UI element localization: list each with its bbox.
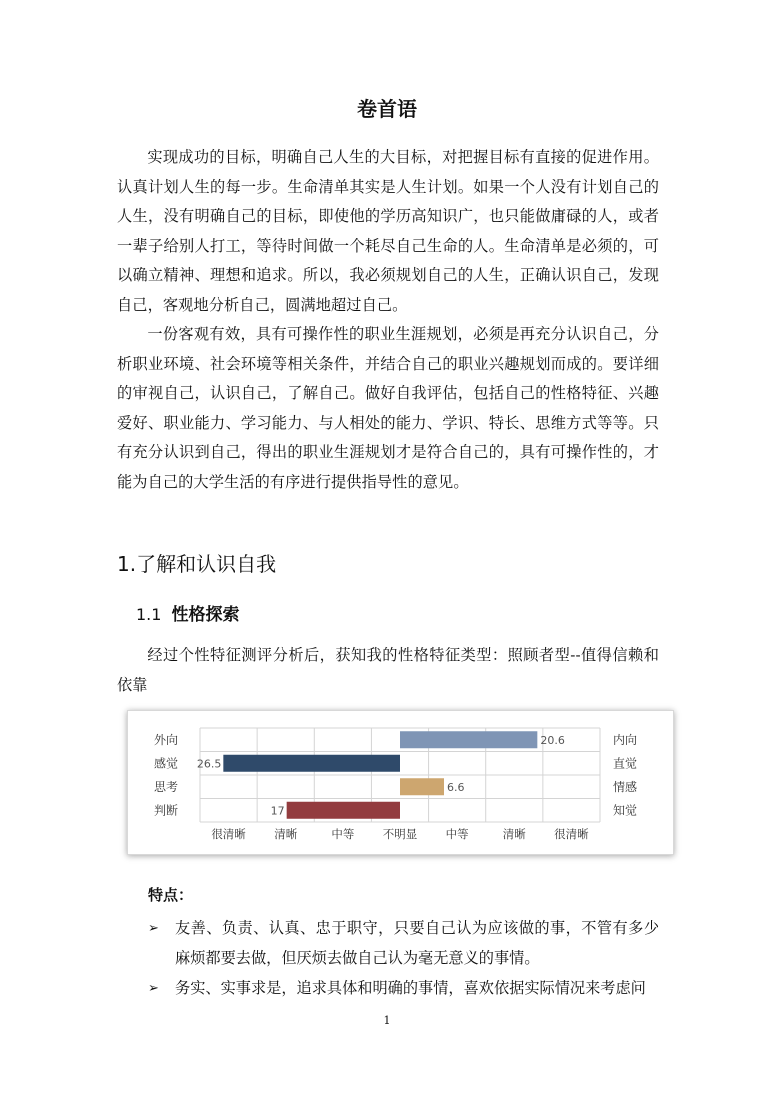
bar-value-label: 26.5 [196,757,222,771]
page-title: 卷首语 [357,97,417,121]
row-label-right: 知觉 [613,803,638,818]
bar-value-label: 17 [270,804,285,818]
intro-paragraph-1: 实现成功的目标，明确自己人生的大目标，对把握目标有直接的促进作用。认真计划人生的每一步。生命清单其实是人生计划。如果一个人没有计划自己的人生，没有明确自己的目标，即使他的学历高知识广，也只能做庸碌的人，或者一辈子给别人打工，等待时间做一个耗尽自己生命的人。生命清单是必须的，可以确立精神、理想和追求。所以，我必须规划自己的人生，正确认识自己，发现自己，客观地分析自己，圆满地超过自己。 [117,148,659,314]
bullet-arrow-icon: ➢ [148,981,159,996]
feature-item [148,914,659,973]
x-tick-label: 中等 [445,827,469,841]
x-tick-label: 不明显 [382,827,418,841]
feature-item-text: 友善、负责、认真、忠于职守，只要自己认为应该做的事，不管有多少麻烦都要去做，但厌烦去做自己认为毫无意义的事情。 [175,919,659,967]
chart-bar [400,778,444,795]
section-title: 了解和认识自我 [136,552,277,576]
x-tick-label: 清晰 [502,827,526,841]
row-label-right: 内向 [613,732,638,747]
section-number: 1. [117,552,137,576]
section-heading [117,548,276,577]
chart-bar [400,731,537,748]
chart-bar [223,755,400,772]
row-label-right: 情感 [613,779,638,794]
x-tick-label: 中等 [331,827,355,841]
x-tick-label: 清晰 [274,827,298,841]
row-label-right: 直觉 [613,756,638,771]
chart-bar [287,802,400,819]
subsection-heading [136,600,239,625]
personality-chart-svg [128,711,673,854]
row-label-left: 判断 [154,803,179,818]
row-label-left: 感觉 [154,756,179,771]
row-label-left: 思考 [154,779,179,794]
feature-item-text: 务实、实事求是，追求具体和明确的事情，喜欢依据实际情况来考虑问 [175,979,646,997]
page-number: 1 [383,1014,391,1027]
personality-chart [127,710,674,855]
x-tick-label: 很清晰 [211,827,246,841]
bullet-arrow-icon: ➢ [148,921,159,936]
subsection-number: 1.1 [136,605,162,624]
subsection-title: 性格探索 [171,605,240,625]
features-label: 特点： [148,886,194,904]
x-tick-label: 很清晰 [554,827,589,841]
bar-value-label: 20.6 [540,733,565,747]
row-label-left: 外向 [154,732,179,747]
bar-value-label: 6.6 [447,780,465,794]
feature-item [148,974,659,1004]
subsection-paragraph: 经过个性特征测评分析后，获知我的性格特征类型：照顾者型--值得信赖和依靠 [117,646,659,694]
intro-paragraph-2: 一份客观有效，具有可操作性的职业生涯规划，必须是再充分认识自己，分析职业环境、社会环境等相关条件，并结合自己的职业兴趣规划而成的。要详细的审视自己，认识自己，了解自己。做好自我评估，包括自己的性格特征、兴趣爱好、职业能力、学习能力、与人相处的能力、学识、特长、思维方式等等。只有充分认识到自己，得出的职业生涯规划才是符合自己的，具有可操作性的，才能为自己的大学生活的有序进行提供指导性的意见。 [117,325,659,491]
